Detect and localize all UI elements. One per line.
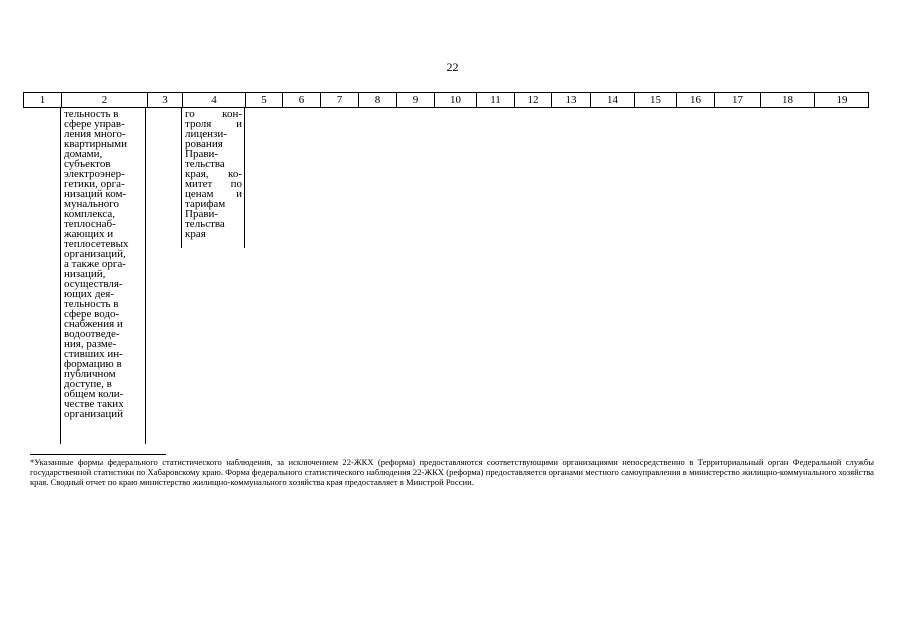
cell-text-line: снабжения и xyxy=(64,318,123,330)
column-header-19: 19 xyxy=(814,93,869,107)
cell-text-line: организаций xyxy=(64,408,124,420)
cell-word: тарифам xyxy=(185,198,226,210)
cell-text-line: электроэнер- xyxy=(64,168,125,180)
cell-word: кон- xyxy=(222,108,242,120)
column-header-6: 6 xyxy=(282,93,320,107)
cell-word: тельства xyxy=(185,158,225,170)
column-header-12: 12 xyxy=(514,93,551,107)
cell-text-line: стивших ин- xyxy=(64,348,123,360)
column-header-2: 2 xyxy=(61,93,147,107)
cell-text-line: водоотведе- xyxy=(64,328,120,340)
column-header-4: 4 xyxy=(182,93,245,107)
cell-text-line: теплосетевых xyxy=(64,238,129,250)
cell-word: края xyxy=(185,228,206,240)
cell-word: края, xyxy=(185,168,209,180)
column-header-18: 18 xyxy=(760,93,814,107)
footnote: *Указанные формы федерального статистического наблюдения, за исключением 22-ЖКХ (реформа) предоставляются соответствующими организациями непосредственно в Территориальный орган Федеральной службы государственной статистики по Хабаровскому краю. Форма федерального статистического наблюдения 22-ЖКХ (реформа) предоставляется органами местного самоуправления в министерство жилищно-коммунального хозяйства края. Сводный отчет по краю министерство жилищно-коммунального хозяйства края предоставляет в Минстрой России. xyxy=(30,457,874,487)
cell-text-line: сфере водо- xyxy=(64,308,120,320)
table-cell-column-4 xyxy=(181,108,245,248)
cell-word: тельства xyxy=(185,218,225,230)
cell-text-line: организаций, xyxy=(64,248,126,260)
cell-text-line: ления много- xyxy=(64,128,126,140)
cell-word: ценам xyxy=(185,188,214,200)
page-number: 22 xyxy=(446,60,459,74)
cell-text-line: низаций ком- xyxy=(64,188,127,200)
cell-text-line: а также орга- xyxy=(64,258,126,270)
cell-text-line: домами, xyxy=(64,148,103,160)
column-header-11: 11 xyxy=(476,93,514,107)
column-header-13: 13 xyxy=(551,93,590,107)
cell-word: Прави- xyxy=(185,148,219,160)
column-header-8: 8 xyxy=(358,93,396,107)
column-header-14: 14 xyxy=(590,93,634,107)
cell-text-line: субъектов xyxy=(64,158,111,170)
cell-text-line: общем коли- xyxy=(64,388,124,400)
cell-text-line: мунального xyxy=(64,198,119,210)
cell-word: го xyxy=(185,108,195,120)
column-header-5: 5 xyxy=(245,93,282,107)
cell-word: по xyxy=(230,178,242,190)
cell-word: рования xyxy=(185,138,223,150)
footnote-separator xyxy=(30,454,166,455)
cell-text-line: публичном xyxy=(64,368,116,380)
cell-text-line: низаций, xyxy=(64,268,106,280)
cell-word: лицензи- xyxy=(185,128,227,140)
cell-text-line: тельность в xyxy=(64,298,119,310)
cell-text-line: гетики, орга- xyxy=(64,178,125,190)
cell-word: и xyxy=(236,118,242,130)
column-header-3: 3 xyxy=(147,93,182,107)
cell-text-line: доступе, в xyxy=(64,378,112,390)
cell-word: и xyxy=(236,188,242,200)
cell-text-line: тельность в xyxy=(64,108,119,120)
cell-word: Прави- xyxy=(185,208,219,220)
cell-text-line: квартирными xyxy=(64,138,127,150)
column-header-17: 17 xyxy=(714,93,760,107)
column-header-10: 10 xyxy=(434,93,476,107)
column-header-16: 16 xyxy=(676,93,714,107)
cell-text-line: сфере управ- xyxy=(64,118,125,130)
cell-word: троля xyxy=(185,118,212,130)
column-header-1: 1 xyxy=(39,94,46,106)
cell-word: митет xyxy=(185,178,213,190)
cell-text-line: комплекса, xyxy=(64,208,116,220)
table-cell-column-2 xyxy=(60,108,146,444)
column-header-9: 9 xyxy=(396,93,434,107)
cell-text-line: формацию в xyxy=(64,358,122,370)
cell-text-line: честве таких xyxy=(64,398,124,410)
cell-word: ко- xyxy=(228,168,242,180)
cell-text-line: жающих и xyxy=(64,228,114,240)
cell-text-line: ния, разме- xyxy=(64,338,117,350)
cell-text-line: ющих дея- xyxy=(64,288,115,300)
cell-text-line xyxy=(185,229,242,239)
cell-text-line: осуществля- xyxy=(64,278,123,290)
table-header-row xyxy=(23,92,869,108)
cell-text-line: теплоснаб- xyxy=(64,218,116,230)
column-header-15: 15 xyxy=(634,93,676,107)
column-header-7: 7 xyxy=(320,93,358,107)
